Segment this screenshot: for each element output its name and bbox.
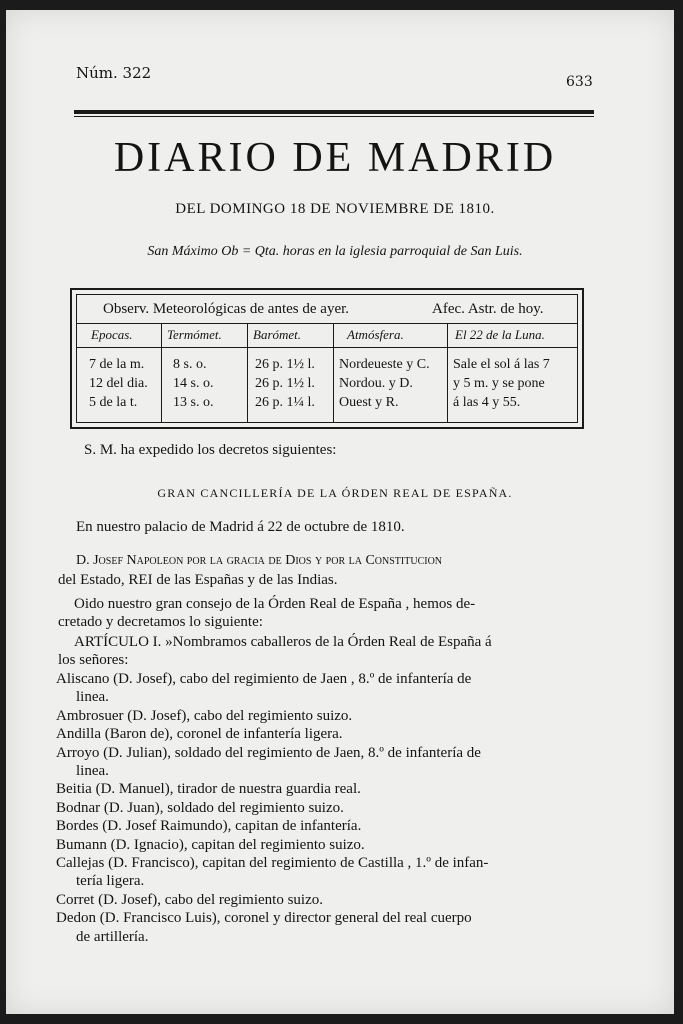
col-luna-header: El 22 de la Luna. xyxy=(455,327,545,342)
luna-cell: á las 4 y 55. xyxy=(453,395,521,410)
barometro-cell: 26 p. 1½ l. xyxy=(255,376,315,391)
epoca-cell: 7 de la m. xyxy=(89,357,145,372)
section-heading: GRAN CANCILLERÍA DE LA ÓRDEN REAL DE ESPAÑA. xyxy=(157,486,513,500)
meteo-left-heading: Observ. Meteorológicas de antes de ayer. xyxy=(103,301,350,317)
col-termometro-header: Termómet. xyxy=(167,327,222,342)
meteo-heading-row xyxy=(77,297,577,324)
list-item: Bumann (D. Ignacio), capitan del regimiento suizo. xyxy=(56,836,365,853)
list-item: linea. xyxy=(76,689,109,706)
luna-cell: y 5 m. y se pone xyxy=(453,376,545,391)
termometro-cell: 14 s. o. xyxy=(173,376,214,391)
column-divider xyxy=(447,323,448,422)
list-item: Ambrosuer (D. Josef), cabo del regimiento suizo. xyxy=(56,707,353,724)
list-item: de artillería. xyxy=(76,928,149,945)
decree-opening-line-1: D. Josef Napoleon por la gracia de Dios y por la Constitucion xyxy=(76,553,443,568)
atmosfera-cell: Nordou. y D. xyxy=(339,376,413,391)
meteo-right-heading: Afec. Astr. de hoy. xyxy=(432,301,544,317)
col-barometro-header: Barómet. xyxy=(253,327,302,342)
article-line-1: ARTÍCULO I. »Nombramos caballeros de la Órden Real de España á xyxy=(74,634,492,650)
appointees-list xyxy=(56,670,488,946)
list-item: Bordes (D. Josef Raimundo), capitan de infantería. xyxy=(56,818,362,835)
col-epocas-header: Epocas. xyxy=(91,327,133,342)
epocas-column xyxy=(89,355,148,412)
barometro-cell: 26 p. 1¼ l. xyxy=(255,395,315,410)
termometro-cell: 8 s. o. xyxy=(173,357,207,372)
list-item: Bodnar (D. Juan), soldado del regimiento suizo. xyxy=(56,799,344,816)
atmosfera-column xyxy=(339,355,430,412)
issue-number: Núm. 322 xyxy=(76,64,152,82)
barometro-column xyxy=(255,355,315,412)
date-line: DEL DOMINGO 18 DE NOVIEMBRE DE 1810. xyxy=(175,201,495,217)
palace-line: En nuestro palacio de Madrid á 22 de octubre de 1810. xyxy=(76,519,405,535)
page-number: 633 xyxy=(566,74,593,90)
meteo-table xyxy=(70,288,584,429)
header-rule-thick xyxy=(74,110,594,114)
list-item: Callejas (D. Francisco), capitan del regimiento de Castilla , 1.º de infan- xyxy=(56,855,489,872)
col-atmosfera-header: Atmósfera. xyxy=(347,327,404,342)
list-item: Beitia (D. Manuel), tirador de nuestra guardia real. xyxy=(56,781,361,798)
list-item: tería ligera. xyxy=(76,873,145,890)
atmosfera-cell: Nordeueste y C. xyxy=(339,357,430,372)
termometro-cell: 13 s. o. xyxy=(173,395,214,410)
list-item: Andilla (Baron de), coronel de infantería ligera. xyxy=(56,726,343,743)
list-item: Dedon (D. Francisco Luis), coronel y director general del real cuerpo xyxy=(56,910,472,927)
atmosfera-cell: Ouest y R. xyxy=(339,395,399,410)
column-divider xyxy=(247,323,248,422)
header-rule-thin xyxy=(74,116,594,117)
council-line-2: cretado y decretamos lo siguiente: xyxy=(58,614,263,630)
luna-column xyxy=(453,355,550,412)
luna-cell: Sale el sol á las 7 xyxy=(453,357,550,372)
epoca-cell: 5 de la t. xyxy=(89,395,138,410)
barometro-cell: 26 p. 1½ l. xyxy=(255,357,315,372)
newspaper-title: DIARIO DE MADRID xyxy=(113,135,557,181)
meteo-table-inner xyxy=(76,294,578,423)
column-divider xyxy=(333,323,334,422)
intro-paragraph: S. M. ha expedido los decretos siguientes: xyxy=(84,442,337,458)
saint-line: San Máximo Ob = Qta. horas en la iglesia parroquial de San Luis. xyxy=(147,244,523,259)
list-item: Corret (D. Josef), cabo del regimiento suizo. xyxy=(56,891,324,908)
newspaper-page xyxy=(6,10,674,1014)
council-line-1: Oido nuestro gran consejo de la Órden Real de España , hemos de- xyxy=(74,596,476,612)
list-item: linea. xyxy=(76,763,109,780)
column-divider xyxy=(161,323,162,422)
epoca-cell: 12 del dia. xyxy=(89,376,148,391)
column-header-rule xyxy=(77,347,577,348)
list-item: Aliscano (D. Josef), cabo del regimiento de Jaen , 8.º de infantería de xyxy=(56,671,472,687)
list-item: Arroyo (D. Julian), soldado del regimiento de Jaen, 8.º de infantería de xyxy=(56,744,481,761)
termometro-column xyxy=(173,355,213,412)
decree-opening-line-2: del Estado, REI de las Españas y de las Indias. xyxy=(58,572,338,588)
article-line-2: los señores: xyxy=(58,652,129,668)
